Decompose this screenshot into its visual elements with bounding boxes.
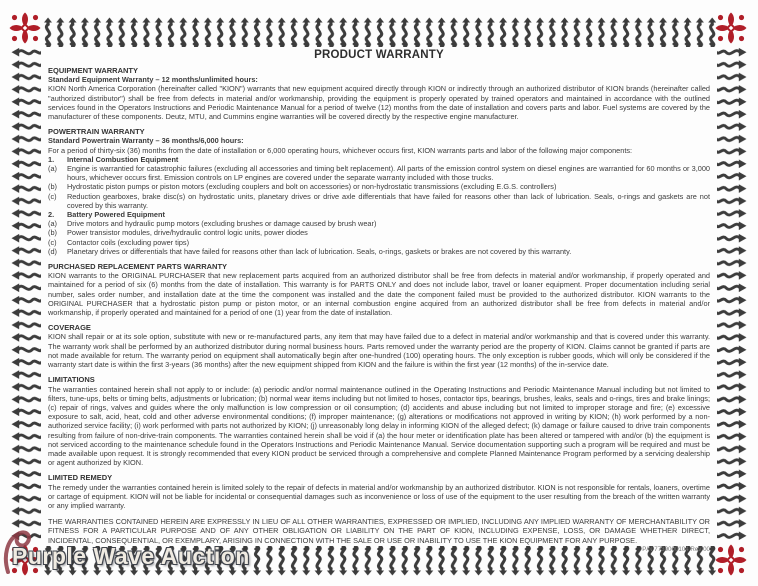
item-text: Drive motors and hydraulic pump motors (excluding brushes or damage caused by brush wear) [67, 219, 377, 229]
border-right-pattern [717, 46, 747, 542]
item-marker: (d) [48, 246, 57, 256]
item-marker: (c) [48, 237, 57, 247]
section-heading: LIMITED REMEDY [48, 473, 113, 483]
item-text: Planetary drives or differentials that have failed for reasons other than lack of lubrication. Seals, o-rings, gaskets or brakes are not covered by this warranty. [67, 246, 572, 256]
list-item [48, 182, 710, 191]
section-heading: PURCHASED REPLACEMENT PARTS WARRANTY [48, 262, 228, 272]
section-purchased-replacement-parts [48, 262, 710, 317]
section-subheading: Standard Equipment Warranty – 12 months/unlimited hours: [48, 75, 258, 85]
paragraph: For a period of thirty-six (36) months from the date of installation or 6,000 operating hours, whichever occurs first, KION warrants parts and labor of the following major components: [48, 145, 633, 155]
section-heading: LIMITATIONS [48, 375, 95, 385]
list-number: 1. [48, 154, 55, 164]
border-corner-ornament [714, 543, 748, 577]
section-equipment-warranty [48, 66, 710, 121]
numbered-list-header [48, 155, 710, 164]
section-subheading: Standard Powertrain Warranty – 36 months/6,000 hours: [48, 136, 244, 146]
closing-disclaimer: THE WARRANTIES CONTAINED HEREIN ARE EXPRESSLY IN LIEU OF ALL OTHER WARRANTIES, EXPRESSED OR IMPLIED, INCLUDING ANY IMPLIED WARRANTY OF MERCHANTABILITY OR FITNESS FOR A PARTICULAR PURPOSE AND OF ANY OTHER OBLIGATION OR LIABILITY ON THE PART OF KION, INCLUDING EXPENSE, LOSS, OR DAMAGE WHETHER DIRECT, INCIDENTAL, CONSEQUENTIAL, OR EXEMPLARY, ARISING IN CONNECTION WITH THE SALE OR USE OR INABILITY TO USE THE KION EQUIPMENT FOR ANY PURPOSE. [48, 517, 710, 545]
paragraph: The warranties contained herein shall not apply to or include: (a) periodic and/or normal maintenance outlined in the Operating Instructions and Periodic Maintenance Manual including but not limited to filters, tune-ups, belts or timing belts, adjustments or lubrication; (b) normal wear items including but not limited to hoses, contactor tips, bearings, brushes, leaks, seals and o-rings, tires and brake linings; (c) repair of rings, valves and guides where the only malfunction is low compression or oil consumption; (d) accidents and abuse including but not limited to improper storage and fire; (e) excessive exposure to salt, acid, heat, cold and other adverse environmental conditions; (f) improper maintenance; (g) alterations or modifications not approved in writing by KION; (h) work performed by a non-authorized service facility; (i) work performed with parts not authorized by KION; (j) unreasonably long delay in informing KION of the alleged defect; (k) damage or failure caused to drive train components resulting from failure of non-drive-train components. The warranties contained herein shall be void if (a) the hour meter or identification plate has been altered or tampered with and/or (b) the equipment is not serviced according to the maintenance schedule found in the Operators Instructions and Periodic Maintenance Manual. Service documentation supporting such a program will be required and must be made available upon request. It is strongly recommended that every KION product be serviced through a comprehensive and complete Planned Maintenance Program performed by a servicing dealership or agent authorized by KION. [48, 384, 710, 468]
list-item [48, 192, 710, 210]
numbered-list-header [48, 210, 710, 219]
paragraph: The remedy under the warranties contained herein is limited solely to the repair of defects in material and/or workmanship by an authorized distributor. KION is not responsible for rentals, loaners, overtime or cartage of equipment. KION will not be liable for incidental or consequential damages such as inconvenience or loss of use of the equipment to the user resulting from the breach of the written warranty or any implied warranty. [48, 482, 710, 510]
section-powertrain-warranty [48, 127, 710, 256]
list-item [48, 228, 710, 237]
border-corner-ornament [714, 11, 748, 45]
border-top-pattern [42, 17, 716, 47]
section-heading: COVERAGE [48, 323, 91, 333]
document-content [48, 49, 710, 553]
item-marker: (a) [48, 219, 57, 229]
list-number: 2. [48, 210, 55, 220]
page-title: PRODUCT WARRANTY [314, 49, 444, 61]
paragraph: KION North America Corporation (hereinafter called "KION") warrants that new equipment acquired directly through KION or indirectly through an authorized distributor of KION brands (hereinafter called "authorized distributor") shall be free from defects in material and/or workmanship, providing the equipment is properly operated by trained operators and maintained in accordance with the outlined services found in the Operators Instructions and Periodic Maintenance Manual for a period of twelve (12) months from the date of installation and covers parts and labor. Fuel systems are covered by the manufacturer of these components. Deutz, MTU, and Cummins engine warranties will be covered directly by the respective engine manufacturer. [48, 84, 710, 122]
list-label: Battery Powered Equipment [67, 210, 165, 220]
section-limited-remedy [48, 473, 710, 510]
watermark: Purple Wave Auction [12, 543, 250, 569]
item-marker: (b) [48, 228, 57, 238]
list-item [48, 164, 710, 182]
paragraph: KION shall repair or at its sole option, substitute with new or re-manufactured parts, any item that may have failed due to a defect in material and/or workmanship and that is covered under this warranty. The warranty work shall be performed by an authorized distributor during normal business hours. Parts removed under the warranty period are the property of KION. Claims cannot be granted if parts are not made available for return. The warranty period on equipment shall automatically begin after one-hundred (100) operating hours. The only exception is rubber goods, which will only be considered if the warranty start date is within the first 3-years (36 months) after the new equipment shipped from KION and the failure is within the first year (12 months) of the in-service date. [48, 332, 710, 370]
item-marker: (a) [48, 164, 57, 174]
item-text: Contactor coils (excluding power tips) [67, 237, 190, 247]
section-heading: POWERTRAIN WARRANTY [48, 127, 145, 137]
item-text: Engine is warrantied for catastrophic failures (excluding all accessories and timing belt replacement). All parts of the emission control system on diesel engines are warrantied for 60 months or 3,000 hours, whichever occurs first. Emission controls on LP engines are covered under the separate warranty included with those trucks. [67, 164, 710, 183]
list-item [48, 247, 710, 256]
list-label: Internal Combustion Equipment [67, 154, 179, 164]
list-item [48, 219, 710, 228]
item-marker: (b) [48, 182, 57, 192]
item-text: Hydrostatic piston pumps or piston motors (excluding couplers and bolt on accessories) or non-hydrostatic transmissions (excluding E.G.S. controllers) [67, 182, 557, 192]
item-text: Power transistor modules, drive/hydraulic control logic units, power diodes [67, 228, 308, 238]
list-item [48, 238, 710, 247]
item-marker: (c) [48, 191, 57, 201]
section-heading: EQUIPMENT WARRANTY [48, 66, 138, 75]
paragraph: KION warrants to the ORIGINAL PURCHASER that new replacement parts acquired from an authorized distributor shall be free from defects in material and/or workmanship, if properly operated and maintained for a period of six (6) months from the date of installation. This warranty is for PARTS ONLY and does not include labor, travel or loaner equipment. Proper documentation including serial number, sales order number, and installation date at the time the component was installed and the date the component failed must be provided to the authorized distributor. KION warrants to the ORIGINAL PURCHASER that a hydrostatic piston pump or piston motor, or an internal combustion engine acquired from an authorized distributor shall be free from defects in material and/or workmanship, if properly operated and maintained for a period of one (1) year from the date of installation. [48, 271, 710, 318]
section-limitations [48, 375, 710, 467]
part-number: P/N 7739000104 Rev 00 [642, 545, 710, 553]
item-text: Reduction gearboxes, brake disc(s) on hydrostatic units, planetary drives or drive axle differentials that have failed for reasons other than lack of lubrication. Seals, o-rings and gaskets are not covered by this warranty. [67, 191, 710, 210]
section-coverage [48, 323, 710, 369]
border-corner-ornament [8, 11, 42, 45]
border-left-pattern [11, 46, 41, 542]
